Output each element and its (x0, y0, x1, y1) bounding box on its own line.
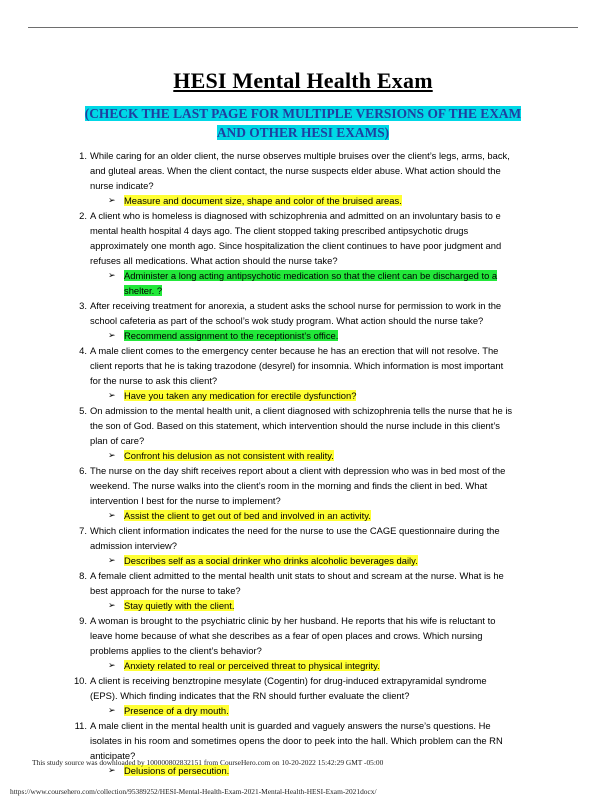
question-item (0, 148, 606, 208)
arrow-bullet-icon: ➢ (108, 705, 116, 715)
question-text: A client is receiving benztropine mesylate (Cogentin) for drug-induced extrapyramidal syndrome (EPS). Which finding indicates that the RN should further evaluate the client? (90, 675, 487, 701)
arrow-bullet-icon: ➢ (108, 390, 116, 400)
answer-text: Assist the client to get out of bed and involved in an activity. (124, 510, 371, 521)
question-text: A female client admitted to the mental health unit stats to shout and scream at the nurse. What is he best approach for the nurse to take? (90, 570, 504, 596)
question-number: 6. (79, 465, 87, 476)
download-source-note: This study source was downloaded by 100000802832151 from CourseHero.com on 10-20-2022 15:42:29 GMT -05:00 (32, 758, 384, 767)
arrow-bullet-icon: ➢ (108, 330, 116, 340)
arrow-bullet-icon: ➢ (108, 195, 116, 205)
question-text: A client who is homeless is diagnosed with schizophrenia and admitted on an involuntary basis to e mental health hospital 4 days ago. The client stopped taking prescribed antipsychotic drugs approximately one month ago. Since hospitalization the client continues to have poor judgment and refuses all medications. What action should the nurse take? (90, 210, 502, 266)
question-text: A woman is brought to the psychiatric clinic by her husband. He reports that his wife is reluctant to leave home because of what she describes as a fear of open places and crows. Which nursing problems applies to the client’s behavior? (90, 615, 496, 656)
question-text: A male client in the mental health unit is guarded and vaguely answers the nurse’s questions. He isolates in his room and sometimes opens the door to peek into the hall. Which problem can the RN anticipate? (90, 720, 503, 761)
question-list (0, 148, 606, 778)
answer-text: Measure and document size, shape and color of the bruised areas. (124, 195, 402, 206)
question-text: After receiving treatment for anorexia, a student asks the school nurse for permission to work in the school cafeteria as part of the school’s wok study program. What action should the nurse take? (90, 300, 502, 326)
answer-text: Administer a long acting antipsychotic medication so that the client can be discharged to a shelter. ? (124, 270, 498, 296)
question-item (0, 718, 606, 778)
answer-text: Recommend assignment to the receptionist’s office. (124, 330, 339, 341)
question-item (0, 298, 606, 343)
question-text: A male client comes to the emergency center because he has an erection that will not resolve. The client reports that he is taking trazodone (desyrel) for insomnia. Which information is most important for the nurse to ask this client? (90, 345, 504, 386)
arrow-bullet-icon: ➢ (108, 660, 116, 670)
question-item (0, 463, 606, 523)
answer-text: Describes self as a social drinker who drinks alcoholic beverages daily. (124, 555, 418, 566)
source-url: https://www.coursehero.com/collection/95389252/HESI-Mental-Health-Exam-2021-Mental-Health-HESI-Exam-2021docx/ (10, 787, 377, 796)
question-text: The nurse on the day shift receives report about a client with depression who was in bed most of the weekend. The nurse walks into the client’s room in the morning and finds the client in bed. What intervention I best for the nurse to implement? (90, 465, 506, 506)
question-number: 11. (74, 720, 87, 731)
question-item (0, 613, 606, 673)
question-number: 5. (79, 405, 87, 416)
arrow-bullet-icon: ➢ (108, 600, 116, 610)
answer (90, 268, 504, 298)
answer-text: Stay quietly with the client. (124, 600, 235, 611)
answer (90, 703, 504, 718)
answer (90, 388, 504, 403)
question-number: 8. (79, 570, 87, 581)
question-number: 1. (79, 150, 87, 161)
arrow-bullet-icon: ➢ (108, 270, 116, 280)
arrow-bullet-icon: ➢ (108, 555, 116, 565)
question-item (0, 343, 606, 403)
question-number: 9. (79, 615, 87, 626)
answer (90, 658, 504, 673)
question-number: 3. (79, 300, 87, 311)
question-text: On admission to the mental health unit, a client diagnosed with schizophrenia tells the nurse that he is the son of God. Based on this statement, which intervention should the nurse include in this client’s plan of care? (90, 405, 513, 446)
answer-text: Have you taken any medication for erectile dysfunction? (124, 390, 357, 401)
arrow-bullet-icon: ➢ (108, 510, 116, 520)
arrow-bullet-icon: ➢ (108, 765, 116, 775)
answer (90, 553, 504, 568)
subtitle-text: (CHECK THE LAST PAGE FOR MULTIPLE VERSIONS OF THE EXAM AND OTHER HESI EXAMS) (84, 106, 522, 140)
question-item (0, 208, 606, 298)
answer (90, 598, 504, 613)
answer-text: Presence of a dry mouth. (124, 705, 229, 716)
arrow-bullet-icon: ➢ (108, 450, 116, 460)
question-item (0, 673, 606, 718)
subtitle (70, 104, 536, 142)
question-text: While caring for an older client, the nurse observes multiple bruises over the client’s legs, arms, back, and gluteal areas. When the client contact, the nurse suspects elder abuse. What action should the nurse indicate? (90, 150, 510, 191)
question-number: 10. (73, 675, 87, 686)
question-number: 7. (79, 525, 87, 536)
page-title: HESI Mental Health Exam (173, 68, 433, 93)
answer-text: Anxiety related to real or perceived threat to physical integrity. (124, 660, 380, 671)
top-rule (28, 27, 578, 28)
question-item (0, 523, 606, 568)
question-item (0, 403, 606, 463)
question-number: 2. (79, 210, 87, 221)
answer (90, 193, 504, 208)
answer (90, 448, 504, 463)
question-text: Which client information indicates the need for the nurse to use the CAGE questionnaire during the admission interview? (90, 525, 500, 551)
question-item (0, 568, 606, 613)
answer-text: Confront his delusion as not consistent with reality. (124, 450, 334, 461)
answer-text: Delusions of persecution. (124, 765, 230, 776)
answer (90, 508, 504, 523)
answer (90, 328, 504, 343)
question-number: 4. (79, 345, 87, 356)
